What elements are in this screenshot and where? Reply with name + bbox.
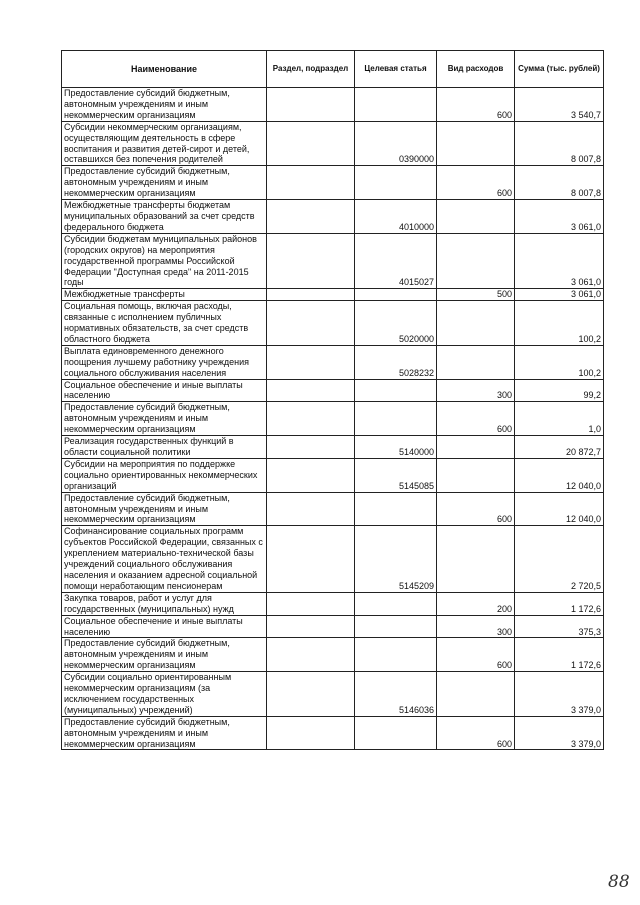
cell-section: [267, 716, 355, 750]
cell-target: 5145085: [355, 458, 437, 492]
cell-name: Предоставление субсидий бюджетным, автономным учреждениям и иным некоммерческим организациям: [62, 638, 267, 672]
cell-kind: [437, 345, 515, 379]
cell-amount: 20 872,7: [515, 436, 604, 459]
cell-target: 5146036: [355, 672, 437, 717]
table-row: [62, 592, 604, 615]
cell-section: [267, 379, 355, 402]
cell-target: [355, 492, 437, 526]
cell-amount: 8 007,8: [515, 166, 604, 200]
table-row: [62, 672, 604, 717]
table-row: [62, 200, 604, 234]
cell-kind: [437, 233, 515, 289]
header-kind: Вид расходов: [437, 51, 515, 88]
cell-section: [267, 592, 355, 615]
cell-amount: 12 040,0: [515, 492, 604, 526]
table-header-row: [62, 51, 604, 88]
table-row: [62, 233, 604, 289]
table-row: [62, 88, 604, 122]
cell-name: Социальное обеспечение и иные выплаты населению: [62, 379, 267, 402]
cell-target: [355, 166, 437, 200]
cell-name: Предоставление субсидий бюджетным, автономным учреждениям и иным некоммерческим организациям: [62, 716, 267, 750]
cell-name: Закупка товаров, работ и услуг для государственных (муниципальных) нужд: [62, 592, 267, 615]
cell-section: [267, 436, 355, 459]
cell-target: [355, 615, 437, 638]
cell-section: [267, 166, 355, 200]
cell-amount: 100,2: [515, 301, 604, 346]
cell-section: [267, 615, 355, 638]
cell-amount: 3 061,0: [515, 233, 604, 289]
cell-section: [267, 492, 355, 526]
cell-kind: 600: [437, 716, 515, 750]
table-row: [62, 166, 604, 200]
cell-kind: 600: [437, 88, 515, 122]
cell-name: Межбюджетные трансферты: [62, 289, 267, 301]
cell-amount: 375,3: [515, 615, 604, 638]
cell-name: Предоставление субсидий бюджетным, автономным учреждениям и иным некоммерческим организациям: [62, 88, 267, 122]
cell-name: Субсидии некоммерческим организациям, осуществляющим деятельность в сфере воспитания и развития детей-сирот и детей, оставшихся без попечения родителей: [62, 121, 267, 166]
cell-target: 5140000: [355, 436, 437, 459]
budget-table: [61, 50, 604, 750]
cell-section: [267, 200, 355, 234]
table-row: [62, 402, 604, 436]
cell-kind: 300: [437, 615, 515, 638]
cell-amount: 100,2: [515, 345, 604, 379]
cell-kind: 500: [437, 289, 515, 301]
cell-kind: [437, 121, 515, 166]
table-row: [62, 289, 604, 301]
cell-section: [267, 345, 355, 379]
cell-target: 5028232: [355, 345, 437, 379]
cell-section: [267, 672, 355, 717]
table-row: [62, 492, 604, 526]
cell-name: Субсидии на мероприятия по поддержке социально ориентированных некоммерческих организаций: [62, 458, 267, 492]
cell-kind: [437, 200, 515, 234]
cell-amount: 1,0: [515, 402, 604, 436]
cell-kind: [437, 301, 515, 346]
table-row: [62, 379, 604, 402]
header-section: Раздел, подраздел: [267, 51, 355, 88]
cell-amount: 2 720,5: [515, 526, 604, 592]
cell-amount: 3 061,0: [515, 200, 604, 234]
cell-name: Социальное обеспечение и иные выплаты населению: [62, 615, 267, 638]
cell-target: [355, 638, 437, 672]
cell-kind: 200: [437, 592, 515, 615]
cell-target: 5020000: [355, 301, 437, 346]
cell-section: [267, 121, 355, 166]
cell-target: [355, 379, 437, 402]
cell-name: Предоставление субсидий бюджетным, автономным учреждениям и иным некоммерческим организациям: [62, 402, 267, 436]
cell-name: Выплата единовременного денежного поощрения лучшему работнику учреждения социального обслуживания населения: [62, 345, 267, 379]
cell-name: Социальная помощь, включая расходы, связанные с исполнением публичных нормативных обязательств, за счет средств областного бюджета: [62, 301, 267, 346]
cell-amount: 3 061,0: [515, 289, 604, 301]
cell-kind: 600: [437, 166, 515, 200]
cell-name: Субсидии социально ориентированным некоммерческим организациям (за исключением государственных (муниципальных) учреждений): [62, 672, 267, 717]
cell-amount: 3 379,0: [515, 672, 604, 717]
table-row: [62, 526, 604, 592]
cell-target: 4010000: [355, 200, 437, 234]
cell-section: [267, 233, 355, 289]
cell-kind: [437, 526, 515, 592]
cell-amount: 3 379,0: [515, 716, 604, 750]
cell-amount: 3 540,7: [515, 88, 604, 122]
cell-section: [267, 289, 355, 301]
cell-target: [355, 289, 437, 301]
cell-name: Софинансирование социальных программ субъектов Российской Федерации, связанных с укреплением материально-технической базы учреждений социального обслуживания населения и оказанием адресной социальной помощи неработающим пенсионерам: [62, 526, 267, 592]
table-row: [62, 458, 604, 492]
cell-target: 0390000: [355, 121, 437, 166]
cell-amount: 8 007,8: [515, 121, 604, 166]
cell-section: [267, 638, 355, 672]
cell-target: [355, 592, 437, 615]
cell-kind: 600: [437, 638, 515, 672]
cell-name: Предоставление субсидий бюджетным, автономным учреждениям и иным некоммерческим организациям: [62, 492, 267, 526]
cell-kind: 300: [437, 379, 515, 402]
cell-amount: 1 172,6: [515, 592, 604, 615]
table-row: [62, 716, 604, 750]
cell-target: [355, 716, 437, 750]
cell-name: Межбюджетные трансферты бюджетам муниципальных образований за счет средств федерального бюджета: [62, 200, 267, 234]
cell-name: Реализация государственных функций в области социальной политики: [62, 436, 267, 459]
header-amount: Сумма (тыс. рублей): [515, 51, 604, 88]
header-name: Наименование: [62, 51, 267, 88]
cell-kind: [437, 458, 515, 492]
cell-name: Субсидии бюджетам муниципальных районов (городских округов) на мероприятия государственной программы Российской Федерации "Доступная среда" на 2011-2015 годы: [62, 233, 267, 289]
cell-section: [267, 301, 355, 346]
cell-section: [267, 526, 355, 592]
table-row: [62, 121, 604, 166]
cell-target: [355, 88, 437, 122]
cell-name: Предоставление субсидий бюджетным, автономным учреждениям и иным некоммерческим организациям: [62, 166, 267, 200]
cell-target: 4015027: [355, 233, 437, 289]
table-row: [62, 301, 604, 346]
header-target: Целевая статья: [355, 51, 437, 88]
cell-target: 5145209: [355, 526, 437, 592]
page-number: 88: [608, 872, 630, 892]
cell-kind: 600: [437, 402, 515, 436]
cell-target: [355, 402, 437, 436]
cell-section: [267, 88, 355, 122]
cell-section: [267, 402, 355, 436]
table-row: [62, 345, 604, 379]
table-row: [62, 615, 604, 638]
cell-kind: [437, 436, 515, 459]
cell-amount: 12 040,0: [515, 458, 604, 492]
cell-section: [267, 458, 355, 492]
table-row: [62, 436, 604, 459]
cell-amount: 1 172,6: [515, 638, 604, 672]
cell-kind: 600: [437, 492, 515, 526]
cell-kind: [437, 672, 515, 717]
table-row: [62, 638, 604, 672]
cell-amount: 99,2: [515, 379, 604, 402]
